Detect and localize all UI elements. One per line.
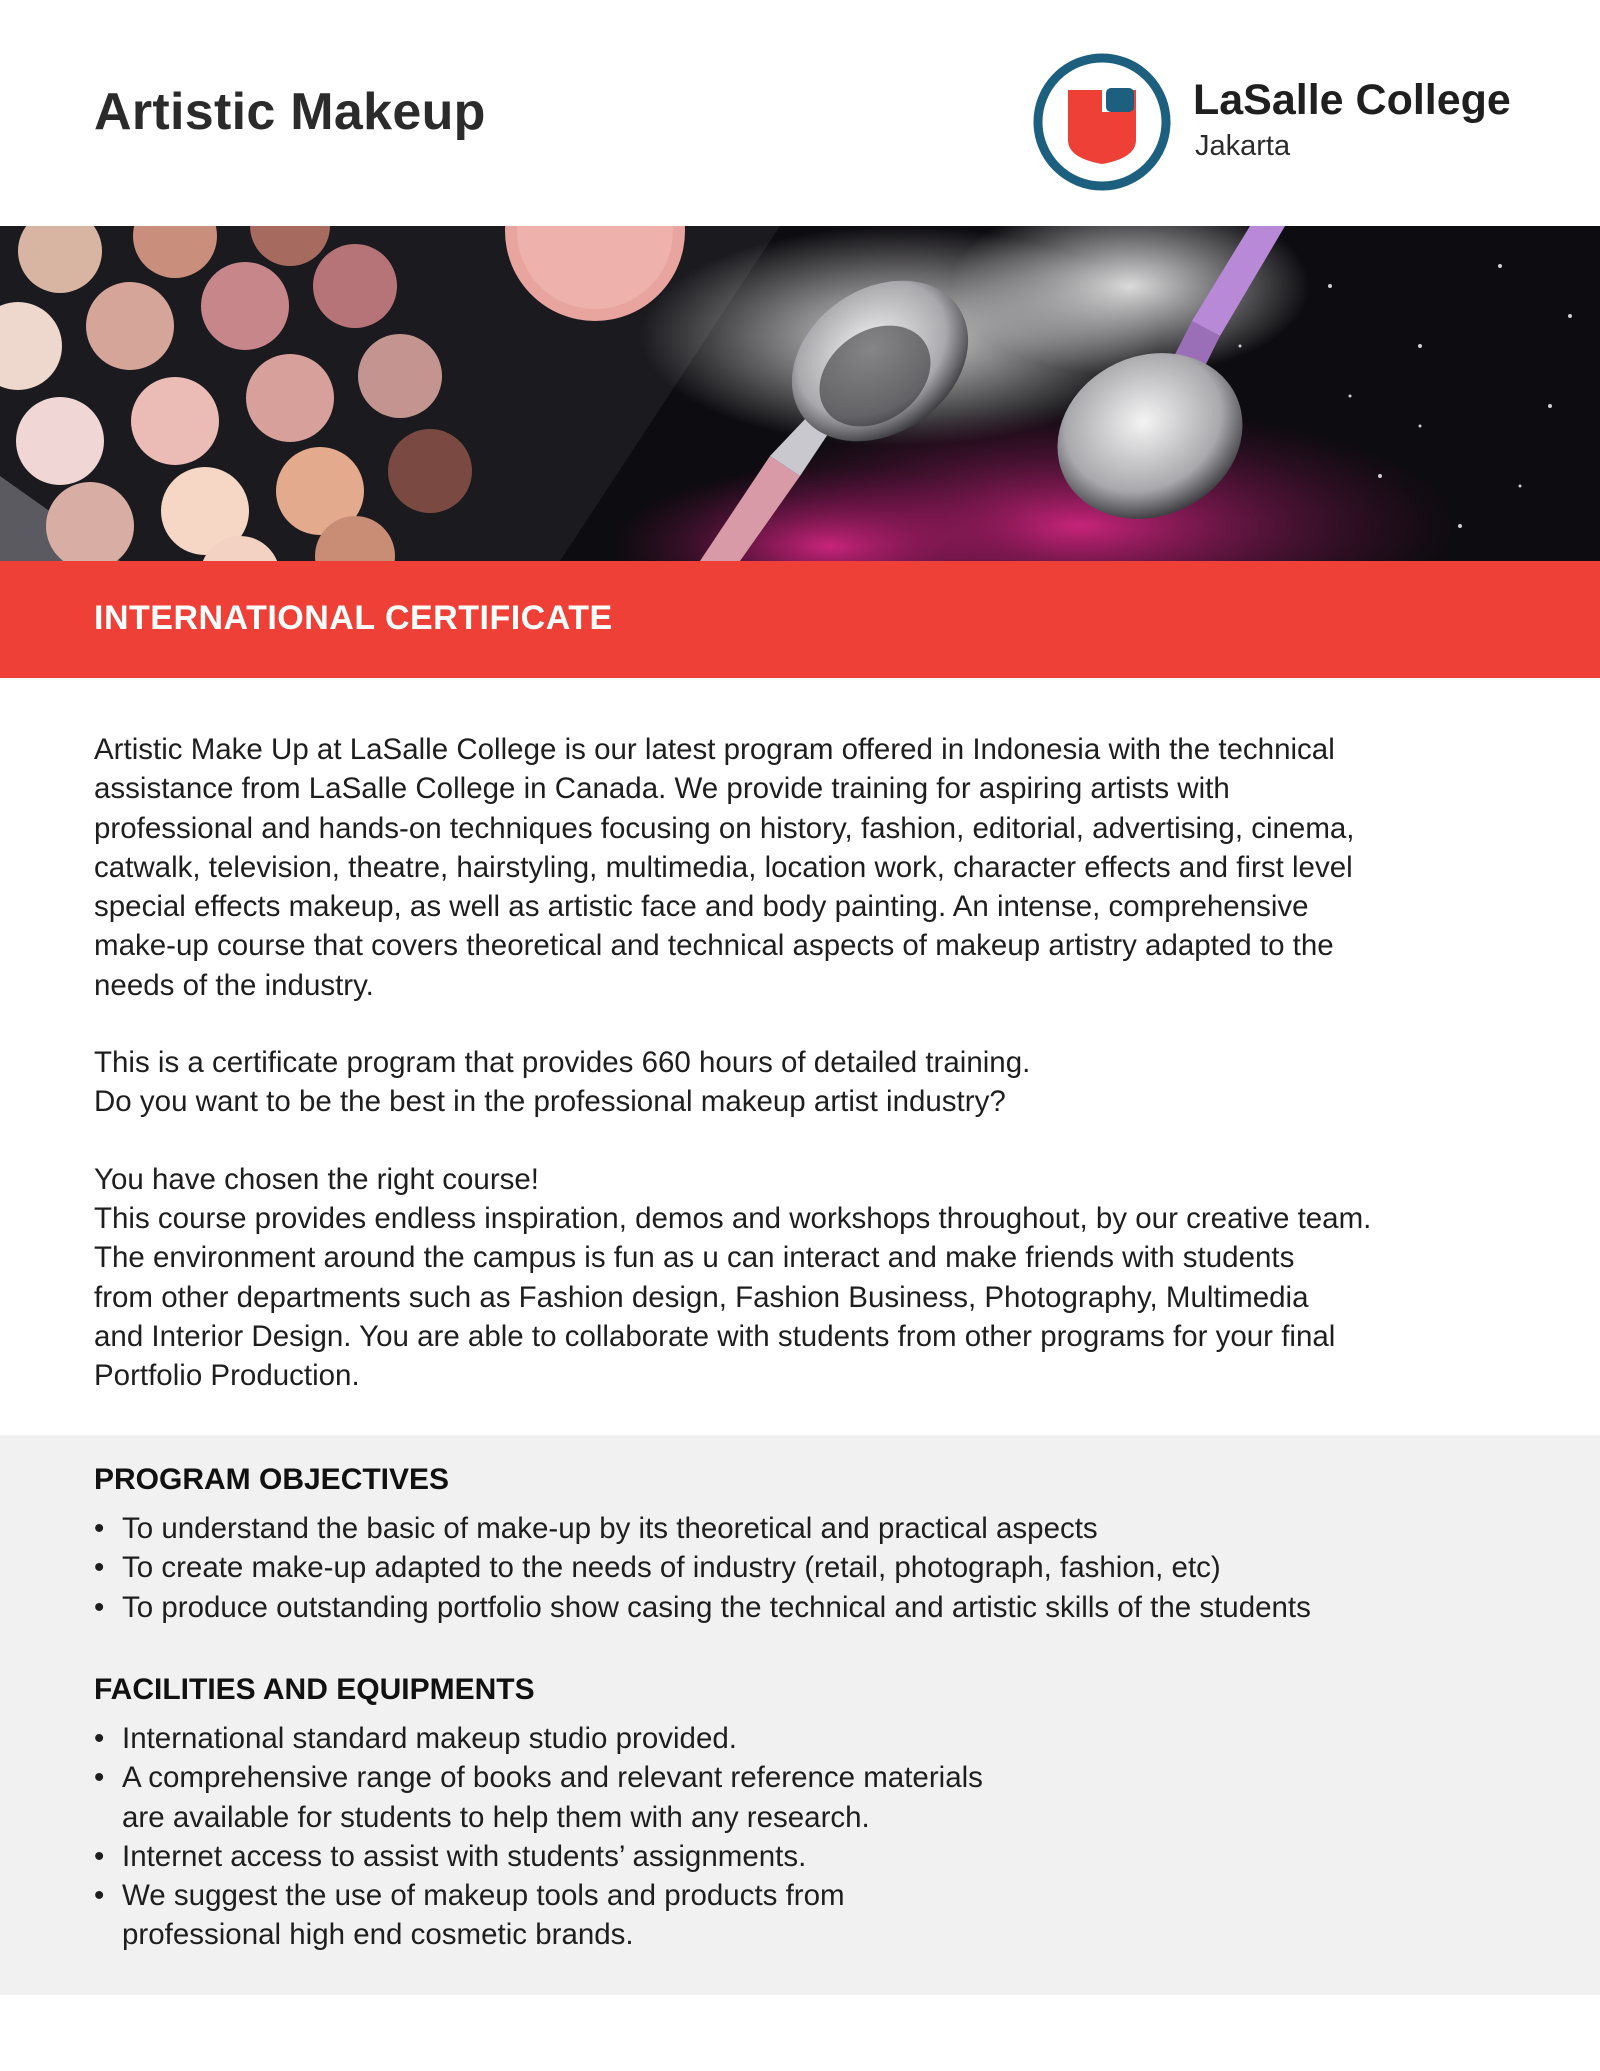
bullet-icon: • — [94, 1761, 105, 1795]
text-line: This is a certificate program that provides 660 hours of detailed training. — [94, 1046, 1031, 1080]
objectives-title: PROGRAM OBJECTIVES — [94, 1463, 450, 1496]
facilities-list — [94, 1719, 1544, 1955]
text-line: needs of the industry. — [94, 968, 374, 1002]
text-line: and Interior Design. You are able to collaborate with students from other programs for your final — [94, 1319, 1336, 1353]
bullet-icon: • — [94, 1551, 105, 1585]
list-item-text: A comprehensive range of books and relevant reference materials — [122, 1761, 983, 1795]
text-line: assistance from LaSalle College in Canada. We provide training for aspiring artists with — [94, 772, 1230, 806]
page-title: Artistic Makeup — [94, 83, 486, 141]
makeup-palette-and-brushes-photo — [0, 226, 1600, 561]
list-item-text: To create make-up adapted to the needs of industry (retail, photograph, fashion, etc) — [122, 1551, 1221, 1585]
bullet-icon: • — [94, 1590, 105, 1624]
text-line: from other departments such as Fashion design, Fashion Business, Photography, Multimedia — [94, 1280, 1309, 1314]
list-item-text: To produce outstanding portfolio show casing the technical and artistic skills of the students — [122, 1590, 1311, 1624]
list-item-text: professional high end cosmetic brands. — [122, 1918, 634, 1952]
header — [0, 0, 1600, 226]
certificate-banner — [0, 561, 1600, 678]
list-item — [94, 1837, 1544, 1876]
list-item-text: We suggest the use of makeup tools and products from — [122, 1879, 845, 1913]
objectives-list — [94, 1509, 1544, 1627]
college-city: Jakarta — [1195, 130, 1291, 162]
text-line: You have chosen the right course! — [94, 1162, 539, 1196]
text-line: Do you want to be the best in the professional makeup artist industry? — [94, 1085, 1006, 1119]
banner-title: INTERNATIONAL CERTIFICATE — [94, 599, 613, 637]
text-line: special effects makeup, as well as artistic face and body painting. An intense, comprehensive — [94, 890, 1309, 924]
list-item-text: are available for students to help them with any research. — [122, 1800, 870, 1834]
list-item-text: To understand the basic of make-up by its theoretical and practical aspects — [122, 1512, 1098, 1545]
list-item — [94, 1588, 1544, 1627]
lasalle-shield-logo — [1032, 52, 1172, 192]
intro-paragraph-2 — [94, 1043, 1524, 1122]
bullet-icon: • — [94, 1722, 105, 1755]
list-item — [94, 1876, 1544, 1955]
bullet-icon: • — [94, 1839, 105, 1873]
bullet-icon: • — [94, 1512, 105, 1545]
text-line: Portfolio Production. — [94, 1359, 360, 1393]
text-line: This course provides endless inspiration, demos and workshops throughout, by our creative team. — [94, 1201, 1372, 1235]
intro-section — [94, 730, 1524, 1433]
text-line: Artistic Make Up at LaSalle College is our latest program offered in Indonesia with the technical — [94, 733, 1335, 766]
text-line: The environment around the campus is fun as u can interact and make friends with students — [94, 1241, 1295, 1275]
list-item-text: International standard makeup studio provided. — [122, 1722, 737, 1755]
text-line: catwalk, television, theatre, hairstyling, multimedia, location work, character effects and first level — [94, 850, 1353, 884]
intro-paragraph-1 — [94, 730, 1524, 1005]
list-item — [94, 1758, 1544, 1837]
intro-paragraph-3 — [94, 1160, 1524, 1396]
text-line: make-up course that covers theoretical and technical aspects of makeup artistry adapted to the — [94, 929, 1334, 963]
list-item — [94, 1509, 1544, 1548]
facilities-title: FACILITIES AND EQUIPMENTS — [94, 1673, 535, 1706]
list-item — [94, 1719, 1544, 1758]
list-item-text: Internet access to assist with students’ assignments. — [122, 1839, 807, 1873]
bullet-icon: • — [94, 1879, 105, 1913]
text-line: professional and hands-on techniques focusing on history, fashion, editorial, advertising, cinema, — [94, 811, 1355, 845]
details-section — [0, 1435, 1600, 1995]
list-item — [94, 1548, 1544, 1587]
college-name: LaSalle College — [1193, 76, 1511, 124]
